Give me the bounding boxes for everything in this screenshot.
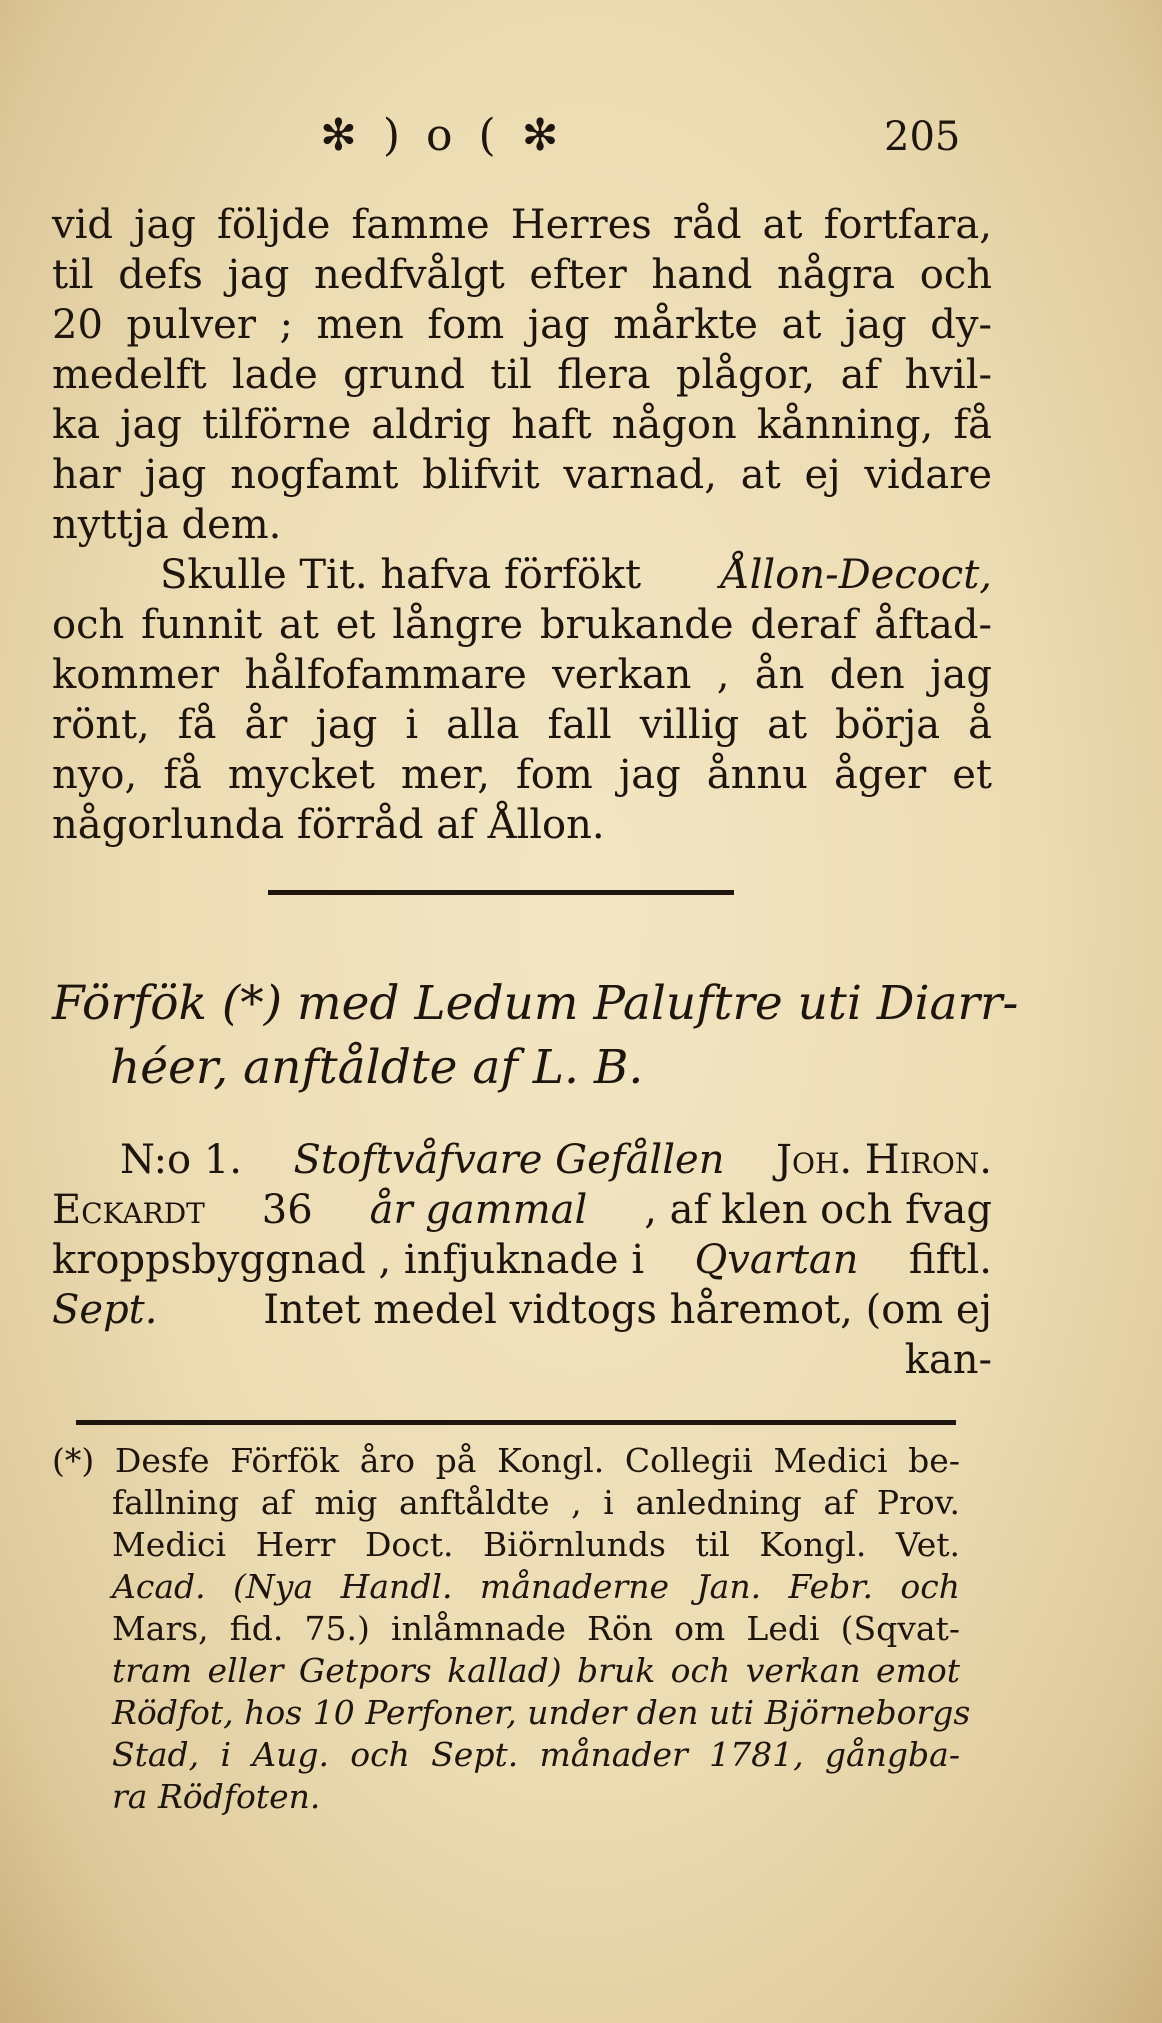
running-header: [0, 110, 1162, 170]
body-text-italic: Qvartan: [694, 1237, 859, 1283]
body-line: medelft lade grund til flera plågor, af hvil-: [52, 352, 992, 398]
section-heading-line: héer, anftåldte af L. B.: [110, 1040, 644, 1095]
person-name: Eckardt: [52, 1187, 205, 1233]
header-ornament: ✻ ) o ( ✻: [320, 110, 565, 161]
footnote-line: Acad. (Nya Handl. månaderne Jan. Febr. och: [112, 1567, 960, 1606]
section-heading-line: Förfök (*) med Ledum Paluftre uti Diarr-: [52, 976, 1019, 1031]
body-line: någorlunda förråd af Ållon.: [52, 802, 605, 848]
body-line: nyo, få mycket mer, fom jag ånnu åger et: [52, 752, 992, 798]
body-text: fiftl.: [908, 1237, 992, 1283]
body-line: 20 pulver ; men fom jag mårkte at jag dy-: [52, 302, 992, 348]
body-line: [120, 1135, 992, 1185]
body-text-italic: Stoftvåfvare Gefållen: [293, 1137, 725, 1183]
body-line: til defs jag nedfvålgt efter hand några och: [52, 252, 992, 298]
body-line: [52, 1235, 992, 1285]
body-line: och funnit at et långre brukande deraf åftad-: [52, 602, 992, 648]
body-text: Intet medel vidtogs håremot, (om ej: [263, 1287, 992, 1333]
footnote-line: Rödfot, hos 10 Perfoner, under den uti Björneborgs: [112, 1693, 971, 1732]
body-text: Skulle Tit. hafva förfökt: [160, 552, 642, 598]
body-line: kommer hålfofammare verkan , ån den jag: [52, 652, 992, 698]
body-line: [52, 1285, 992, 1335]
footnote-line: Medici Herr Doct. Biörnlunds til Kongl. Vet.: [112, 1525, 960, 1564]
footnote-divider: [76, 1420, 956, 1425]
case-number: N:o 1.: [120, 1137, 243, 1183]
footnote-line: fallning af mig anftåldte , i anledning af Prov.: [112, 1483, 960, 1522]
footnote-line: Stad, i Aug. och Sept. månader 1781, gångba-: [112, 1735, 960, 1774]
footnote-line: Mars, fid. 75.) inlåmnade Rön om Ledi (Sqvat-: [112, 1609, 960, 1648]
catchword: kan-: [904, 1337, 992, 1383]
body-line: [52, 1185, 992, 1235]
footnote-line: tram eller Getpors kallad) bruk och verkan emot: [112, 1651, 960, 1690]
body-line: [160, 550, 992, 600]
body-text: kroppsbyggnad , infjuknade i: [52, 1237, 645, 1283]
section-divider: [268, 890, 734, 895]
body-text-italic: Sept.: [52, 1287, 158, 1333]
body-text-italic: år gammal: [369, 1187, 588, 1233]
footnote-line: (*) Desfe Förfök åro på Kongl. Collegii Medici be-: [52, 1441, 960, 1480]
body-text: , af klen och fvag: [644, 1187, 992, 1233]
age-value: 36: [261, 1187, 313, 1233]
person-name: Joh. Hiron.: [775, 1137, 992, 1183]
footnote-line: ra Rödfoten.: [112, 1777, 321, 1816]
body-line: rönt, få år jag i alla fall villig at börja å: [52, 702, 992, 748]
body-line: vid jag följde famme Herres råd at fortfara,: [52, 202, 992, 248]
body-line: nyttja dem.: [52, 502, 282, 548]
body-text-italic: Ållon-Decoct,: [720, 552, 992, 598]
page-number: 205: [884, 114, 961, 160]
body-line: har jag nogfamt blifvit varnad, at ej vidare: [52, 452, 992, 498]
body-line: ka jag tilförne aldrig haft någon kånning, få: [52, 402, 992, 448]
